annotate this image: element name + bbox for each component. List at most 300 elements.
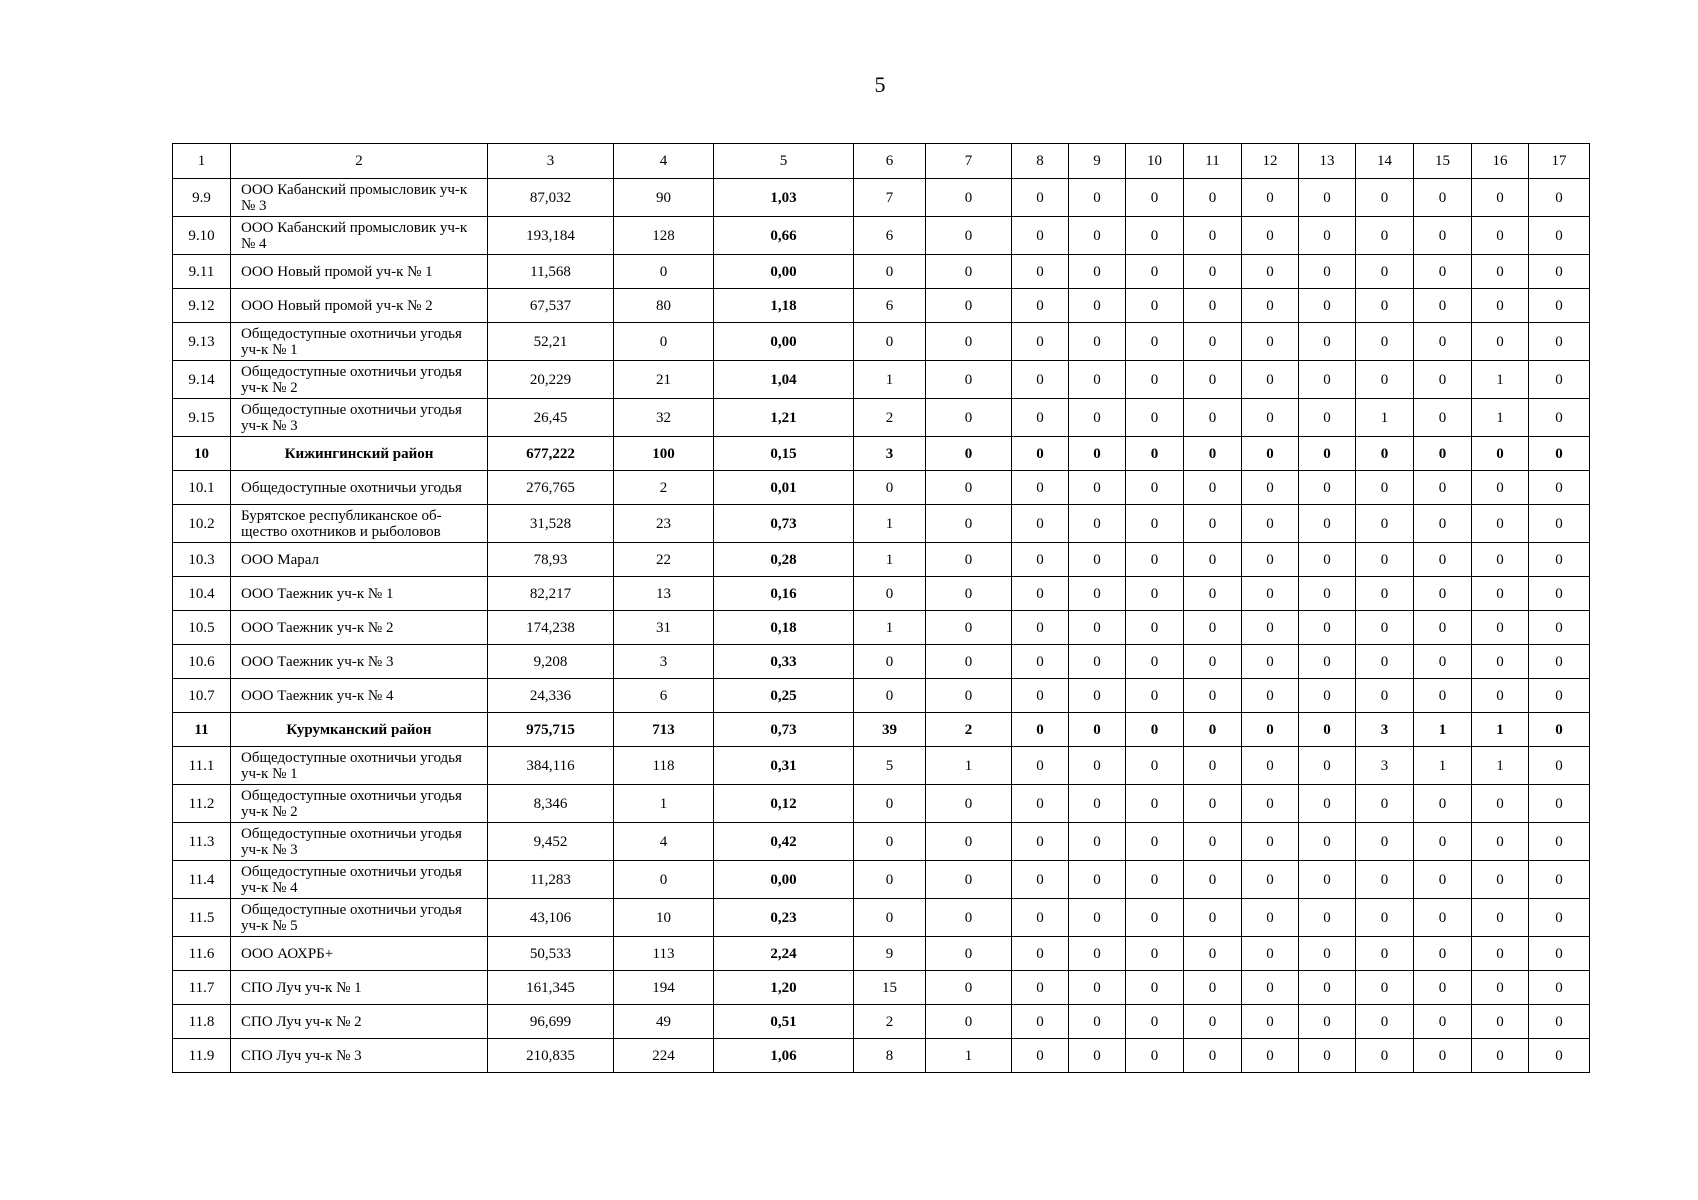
value-cell: 0	[1472, 505, 1529, 543]
row-number-cell: 11.5	[173, 899, 231, 937]
name-cell: ООО АОХРБ+	[231, 937, 488, 971]
area-cell: 67,537	[488, 289, 614, 323]
value-cell: 0	[1242, 1005, 1299, 1039]
name-cell: Общедоступные охотничьи угодья уч-к № 1	[231, 323, 488, 361]
value-cell: 0	[1126, 217, 1184, 255]
ratio-cell: 1,21	[714, 399, 854, 437]
value-cell: 0	[854, 785, 926, 823]
value-cell: 0	[1529, 323, 1590, 361]
value-cell: 0	[1242, 937, 1299, 971]
count-cell: 21	[614, 361, 714, 399]
value-cell: 0	[1299, 971, 1356, 1005]
value-cell: 0	[1126, 747, 1184, 785]
value-cell: 0	[1184, 361, 1242, 399]
row-number-cell: 10	[173, 437, 231, 471]
value-cell: 0	[1184, 577, 1242, 611]
value-cell: 1	[854, 543, 926, 577]
row-number-cell: 10.4	[173, 577, 231, 611]
value-cell: 0	[1012, 785, 1069, 823]
value-cell: 0	[854, 255, 926, 289]
value-cell: 0	[1012, 823, 1069, 861]
value-cell: 0	[1069, 823, 1126, 861]
area-cell: 174,238	[488, 611, 614, 645]
value-cell: 0	[1472, 471, 1529, 505]
name-cell: Общедоступные охотничьи угодья уч-к № 2	[231, 785, 488, 823]
value-cell: 0	[1299, 785, 1356, 823]
value-cell: 0	[1414, 437, 1472, 471]
value-cell: 0	[1529, 577, 1590, 611]
value-cell: 0	[1069, 747, 1126, 785]
value-cell: 0	[1414, 937, 1472, 971]
column-header: 16	[1472, 144, 1529, 179]
value-cell: 0	[1356, 861, 1414, 899]
value-cell: 0	[1414, 1005, 1472, 1039]
row-number-cell: 9.12	[173, 289, 231, 323]
value-cell: 0	[926, 899, 1012, 937]
count-cell: 31	[614, 611, 714, 645]
value-cell: 0	[1299, 823, 1356, 861]
name-cell: Общедоступные охотничьи угодья уч-к № 2	[231, 361, 488, 399]
area-cell: 20,229	[488, 361, 614, 399]
value-cell: 0	[1414, 543, 1472, 577]
value-cell: 0	[1356, 679, 1414, 713]
value-cell: 0	[1242, 823, 1299, 861]
value-cell: 8	[854, 1039, 926, 1073]
value-cell: 0	[1414, 361, 1472, 399]
name-cell: ООО Марал	[231, 543, 488, 577]
value-cell: 0	[1069, 471, 1126, 505]
value-cell: 0	[1529, 937, 1590, 971]
value-cell: 0	[1414, 255, 1472, 289]
value-cell: 0	[1012, 323, 1069, 361]
value-cell: 0	[926, 937, 1012, 971]
value-cell: 0	[1414, 785, 1472, 823]
value-cell: 0	[1356, 217, 1414, 255]
name-cell: ООО Таежник уч-к № 1	[231, 577, 488, 611]
table-row	[173, 937, 1590, 971]
table-row	[173, 217, 1590, 255]
value-cell: 0	[1356, 323, 1414, 361]
value-cell: 0	[1126, 679, 1184, 713]
ratio-cell: 0,15	[714, 437, 854, 471]
area-cell: 43,106	[488, 899, 614, 937]
area-cell: 96,699	[488, 1005, 614, 1039]
area-cell: 26,45	[488, 399, 614, 437]
value-cell: 0	[1242, 1039, 1299, 1073]
value-cell: 0	[854, 323, 926, 361]
count-cell: 0	[614, 255, 714, 289]
value-cell: 0	[1184, 645, 1242, 679]
value-cell: 0	[1126, 713, 1184, 747]
name-cell: ООО Новый промой уч-к № 2	[231, 289, 488, 323]
value-cell: 0	[1414, 179, 1472, 217]
ratio-cell: 0,01	[714, 471, 854, 505]
value-cell: 1	[854, 611, 926, 645]
value-cell: 0	[1299, 437, 1356, 471]
value-cell: 0	[1299, 645, 1356, 679]
value-cell: 0	[1069, 861, 1126, 899]
value-cell: 0	[1529, 971, 1590, 1005]
value-cell: 0	[1299, 217, 1356, 255]
value-cell: 0	[1529, 645, 1590, 679]
value-cell: 0	[1414, 323, 1472, 361]
value-cell: 0	[1356, 971, 1414, 1005]
row-number-cell: 10.5	[173, 611, 231, 645]
value-cell: 0	[1184, 505, 1242, 543]
value-cell: 0	[1472, 823, 1529, 861]
value-cell: 0	[1184, 399, 1242, 437]
value-cell: 0	[1069, 611, 1126, 645]
value-cell: 0	[1529, 255, 1590, 289]
value-cell: 0	[1069, 255, 1126, 289]
value-cell: 0	[1414, 645, 1472, 679]
value-cell: 0	[1242, 679, 1299, 713]
value-cell: 0	[1356, 937, 1414, 971]
value-cell: 0	[1126, 577, 1184, 611]
value-cell: 0	[854, 823, 926, 861]
area-cell: 677,222	[488, 437, 614, 471]
area-cell: 8,346	[488, 785, 614, 823]
value-cell: 0	[1356, 361, 1414, 399]
row-number-cell: 11.8	[173, 1005, 231, 1039]
value-cell: 0	[1012, 399, 1069, 437]
value-cell: 0	[1414, 679, 1472, 713]
ratio-cell: 0,73	[714, 505, 854, 543]
name-cell: Общедоступные охотничьи угодья уч-к № 3	[231, 399, 488, 437]
value-cell: 0	[1184, 1039, 1242, 1073]
value-cell: 0	[1299, 323, 1356, 361]
table-row	[173, 399, 1590, 437]
value-cell: 0	[926, 179, 1012, 217]
value-cell: 0	[1299, 505, 1356, 543]
value-cell: 0	[1184, 937, 1242, 971]
value-cell: 1	[1414, 747, 1472, 785]
row-number-cell: 11.6	[173, 937, 231, 971]
ratio-cell: 0,00	[714, 255, 854, 289]
value-cell: 0	[926, 785, 1012, 823]
value-cell: 0	[1529, 471, 1590, 505]
value-cell: 0	[1299, 289, 1356, 323]
value-cell: 0	[926, 611, 1012, 645]
value-cell: 0	[1069, 645, 1126, 679]
value-cell: 0	[1012, 471, 1069, 505]
value-cell: 0	[1299, 713, 1356, 747]
value-cell: 0	[1069, 399, 1126, 437]
area-cell: 24,336	[488, 679, 614, 713]
value-cell: 0	[1069, 289, 1126, 323]
row-number-cell: 10.6	[173, 645, 231, 679]
value-cell: 0	[1012, 645, 1069, 679]
value-cell: 0	[1012, 679, 1069, 713]
value-cell: 0	[1012, 611, 1069, 645]
value-cell: 0	[1126, 255, 1184, 289]
row-number-cell: 11.2	[173, 785, 231, 823]
value-cell: 0	[1472, 255, 1529, 289]
value-cell: 0	[1472, 577, 1529, 611]
value-cell: 0	[1299, 1039, 1356, 1073]
value-cell: 0	[1472, 679, 1529, 713]
value-cell: 0	[854, 861, 926, 899]
ratio-cell: 0,66	[714, 217, 854, 255]
column-header: 3	[488, 144, 614, 179]
value-cell: 0	[1242, 179, 1299, 217]
value-cell: 0	[854, 679, 926, 713]
district-row	[173, 437, 1590, 471]
value-cell: 0	[1126, 861, 1184, 899]
area-cell: 276,765	[488, 471, 614, 505]
row-number-cell: 11.3	[173, 823, 231, 861]
name-cell: ООО Таежник уч-к № 3	[231, 645, 488, 679]
row-number-cell: 11.1	[173, 747, 231, 785]
row-number-cell: 9.9	[173, 179, 231, 217]
value-cell: 0	[1529, 437, 1590, 471]
value-cell: 0	[1356, 289, 1414, 323]
value-cell: 0	[1069, 179, 1126, 217]
area-cell: 210,835	[488, 1039, 614, 1073]
value-cell: 0	[854, 645, 926, 679]
row-number-cell: 9.10	[173, 217, 231, 255]
ratio-cell: 0,28	[714, 543, 854, 577]
value-cell: 0	[1529, 861, 1590, 899]
row-number-cell: 11.7	[173, 971, 231, 1005]
value-cell: 0	[1472, 323, 1529, 361]
value-cell: 0	[1472, 289, 1529, 323]
column-header: 12	[1242, 144, 1299, 179]
value-cell: 0	[1184, 437, 1242, 471]
value-cell: 0	[1012, 289, 1069, 323]
ratio-cell: 0,00	[714, 323, 854, 361]
count-cell: 0	[614, 323, 714, 361]
value-cell: 0	[1126, 323, 1184, 361]
value-cell: 0	[1069, 437, 1126, 471]
count-cell: 32	[614, 399, 714, 437]
value-cell: 0	[1184, 179, 1242, 217]
count-cell: 113	[614, 937, 714, 971]
value-cell: 9	[854, 937, 926, 971]
value-cell: 0	[1184, 861, 1242, 899]
value-cell: 0	[1012, 437, 1069, 471]
value-cell: 0	[1356, 645, 1414, 679]
value-cell: 0	[1012, 577, 1069, 611]
value-cell: 0	[1242, 645, 1299, 679]
table-row	[173, 543, 1590, 577]
area-cell: 384,116	[488, 747, 614, 785]
table-row	[173, 577, 1590, 611]
value-cell: 0	[1242, 899, 1299, 937]
value-cell: 0	[1012, 713, 1069, 747]
column-header: 4	[614, 144, 714, 179]
value-cell: 0	[1242, 399, 1299, 437]
count-cell: 13	[614, 577, 714, 611]
value-cell: 0	[926, 289, 1012, 323]
value-cell: 0	[926, 823, 1012, 861]
value-cell: 0	[1472, 1005, 1529, 1039]
value-cell: 0	[1242, 713, 1299, 747]
name-cell: ООО Таежник уч-к № 4	[231, 679, 488, 713]
value-cell: 0	[1242, 255, 1299, 289]
value-cell: 0	[1356, 785, 1414, 823]
count-cell: 22	[614, 543, 714, 577]
column-header: 9	[1069, 144, 1126, 179]
table-row	[173, 785, 1590, 823]
value-cell: 0	[1012, 971, 1069, 1005]
value-cell: 0	[1299, 577, 1356, 611]
value-cell: 0	[1126, 289, 1184, 323]
area-cell: 9,208	[488, 645, 614, 679]
name-cell: СПО Луч уч-к № 3	[231, 1039, 488, 1073]
value-cell: 0	[1012, 1039, 1069, 1073]
ratio-cell: 0,25	[714, 679, 854, 713]
value-cell: 0	[854, 899, 926, 937]
value-cell: 0	[1299, 471, 1356, 505]
count-cell: 2	[614, 471, 714, 505]
value-cell: 0	[1299, 179, 1356, 217]
value-cell: 0	[1126, 823, 1184, 861]
value-cell: 0	[1126, 899, 1184, 937]
value-cell: 0	[1126, 785, 1184, 823]
value-cell: 0	[1242, 577, 1299, 611]
value-cell: 0	[1069, 937, 1126, 971]
value-cell: 0	[1472, 785, 1529, 823]
value-cell: 0	[1184, 785, 1242, 823]
ratio-cell: 0,42	[714, 823, 854, 861]
value-cell: 0	[1184, 289, 1242, 323]
row-number-cell: 11.9	[173, 1039, 231, 1073]
value-cell: 0	[1184, 823, 1242, 861]
value-cell: 0	[1184, 611, 1242, 645]
area-cell: 11,283	[488, 861, 614, 899]
value-cell: 0	[926, 645, 1012, 679]
count-cell: 6	[614, 679, 714, 713]
value-cell: 0	[1529, 179, 1590, 217]
value-cell: 0	[926, 255, 1012, 289]
count-cell: 1	[614, 785, 714, 823]
value-cell: 0	[1242, 361, 1299, 399]
page-number: 5	[874, 72, 886, 97]
name-cell: Общедоступные охотничьи угодья уч-к № 4	[231, 861, 488, 899]
area-cell: 975,715	[488, 713, 614, 747]
value-cell: 1	[854, 505, 926, 543]
value-cell: 0	[1242, 611, 1299, 645]
value-cell: 0	[1299, 543, 1356, 577]
table-row	[173, 1005, 1590, 1039]
column-header: 7	[926, 144, 1012, 179]
value-cell: 0	[1126, 361, 1184, 399]
ratio-cell: 2,24	[714, 937, 854, 971]
value-cell: 0	[1529, 543, 1590, 577]
value-cell: 0	[1012, 899, 1069, 937]
value-cell: 0	[1184, 899, 1242, 937]
value-cell: 0	[1414, 217, 1472, 255]
value-cell: 0	[1356, 505, 1414, 543]
table-row	[173, 861, 1590, 899]
value-cell: 0	[926, 577, 1012, 611]
value-cell: 0	[926, 471, 1012, 505]
value-cell: 0	[1069, 361, 1126, 399]
value-cell: 0	[1069, 899, 1126, 937]
value-cell: 0	[1356, 1005, 1414, 1039]
table-row	[173, 645, 1590, 679]
value-cell: 0	[1069, 1039, 1126, 1073]
value-cell: 1	[1472, 361, 1529, 399]
column-header: 14	[1356, 144, 1414, 179]
value-cell: 0	[1184, 1005, 1242, 1039]
table-row	[173, 747, 1590, 785]
table-row	[173, 323, 1590, 361]
value-cell: 0	[1184, 679, 1242, 713]
ratio-cell: 1,03	[714, 179, 854, 217]
area-cell: 31,528	[488, 505, 614, 543]
value-cell: 0	[1012, 861, 1069, 899]
value-cell: 0	[1299, 611, 1356, 645]
value-cell: 1	[854, 361, 926, 399]
value-cell: 0	[1356, 611, 1414, 645]
value-cell: 1	[1356, 399, 1414, 437]
column-header: 10	[1126, 144, 1184, 179]
value-cell: 0	[1184, 471, 1242, 505]
table-row	[173, 361, 1590, 399]
name-cell: ООО Кабанский промысловик уч-к № 4	[231, 217, 488, 255]
value-cell: 0	[1242, 543, 1299, 577]
value-cell: 0	[1069, 785, 1126, 823]
value-cell: 0	[1414, 823, 1472, 861]
value-cell: 1	[1472, 713, 1529, 747]
name-cell: Общедоступные охотничьи угодья уч-к № 5	[231, 899, 488, 937]
value-cell: 0	[926, 505, 1012, 543]
value-cell: 0	[1126, 505, 1184, 543]
value-cell: 0	[1529, 899, 1590, 937]
value-cell: 0	[1299, 679, 1356, 713]
name-cell: Кижингинский район	[231, 437, 488, 471]
value-cell: 0	[926, 679, 1012, 713]
value-cell: 0	[1242, 323, 1299, 361]
value-cell: 0	[1012, 543, 1069, 577]
value-cell: 0	[1414, 505, 1472, 543]
column-header: 8	[1012, 144, 1069, 179]
count-cell: 10	[614, 899, 714, 937]
value-cell: 0	[1414, 971, 1472, 1005]
value-cell: 1	[1414, 713, 1472, 747]
count-cell: 49	[614, 1005, 714, 1039]
value-cell: 0	[1126, 399, 1184, 437]
column-header: 13	[1299, 144, 1356, 179]
value-cell: 0	[926, 217, 1012, 255]
count-cell: 0	[614, 861, 714, 899]
area-cell: 11,568	[488, 255, 614, 289]
value-cell: 0	[1529, 611, 1590, 645]
row-number-cell: 10.2	[173, 505, 231, 543]
value-cell: 0	[1126, 611, 1184, 645]
row-number-cell: 9.15	[173, 399, 231, 437]
column-header: 15	[1414, 144, 1472, 179]
value-cell: 3	[1356, 713, 1414, 747]
ratio-cell: 1,20	[714, 971, 854, 1005]
name-cell: СПО Луч уч-к № 2	[231, 1005, 488, 1039]
row-number-cell: 10.7	[173, 679, 231, 713]
value-cell: 0	[1472, 645, 1529, 679]
column-header: 2	[231, 144, 488, 179]
value-cell: 39	[854, 713, 926, 747]
value-cell: 0	[1242, 505, 1299, 543]
value-cell: 0	[1472, 217, 1529, 255]
row-number-cell: 9.13	[173, 323, 231, 361]
value-cell: 0	[1069, 713, 1126, 747]
value-cell: 0	[1242, 289, 1299, 323]
value-cell: 0	[1242, 971, 1299, 1005]
value-cell: 0	[1299, 1005, 1356, 1039]
count-cell: 4	[614, 823, 714, 861]
value-cell: 0	[1126, 1005, 1184, 1039]
